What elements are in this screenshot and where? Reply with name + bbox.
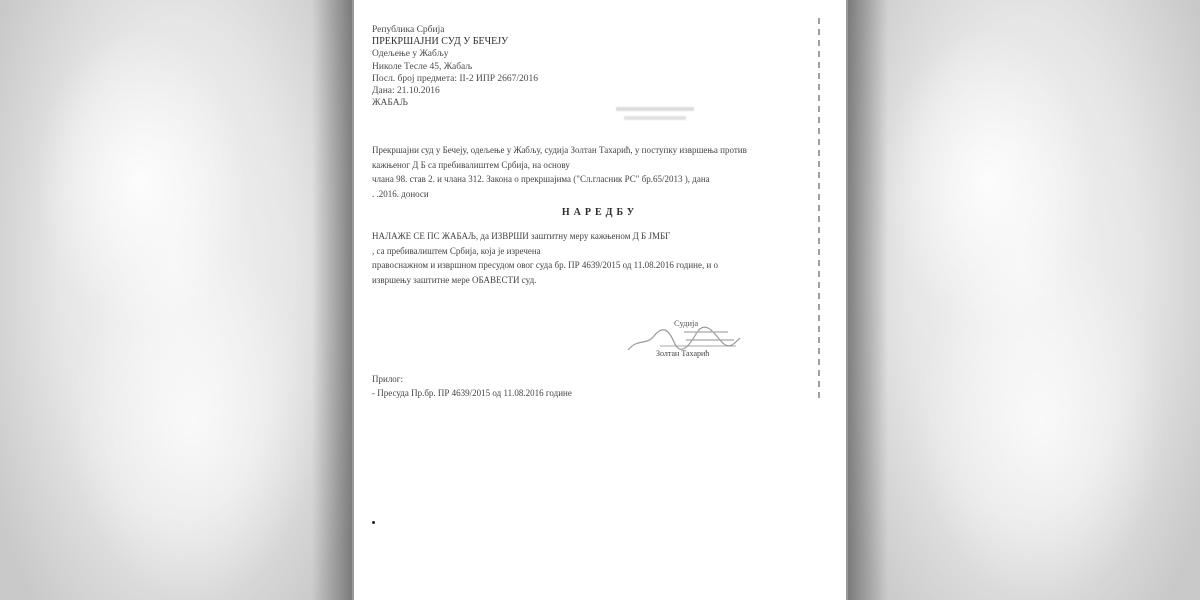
order-line: НАЛАЖЕ СЕ ПС ЖАБАЉ, да ИЗВРШИ заштитну меру кажњеном Д Б ЈМБГ: [372, 231, 671, 241]
order-line: , са пребивалиштем Србија, која је изречена: [372, 245, 541, 256]
intro-paragraph: [372, 143, 792, 201]
order-line: правоснажном и извршном пресудом овог суда бр. ПР 4639/2015 од 11.08.2016 године, и о: [372, 260, 719, 271]
header-line-case-number: Посл. број предмета: II-2 ИПР 2667/2016: [372, 73, 539, 84]
header-line-department: Одељење у Жабљу: [372, 49, 449, 60]
court-header: [372, 24, 538, 109]
scanned-document-page: [352, 0, 848, 600]
attachment-item: - Пресуда Пр.бр. ПР 4639/2015 од 11.08.2016 године: [372, 388, 572, 398]
intro-line: Прекршајни суд у Бечеју, одељење у Жабљу, судија Золтан Тахарић, у поступку извршења против: [372, 145, 747, 155]
blurred-backdrop-left: [0, 0, 352, 600]
blurred-backdrop-right: [848, 0, 1200, 600]
header-line-city: ЖАБАЉ: [372, 98, 408, 109]
judge-title: Судија: [674, 318, 699, 328]
faded-stamp: [614, 103, 696, 128]
scan-speck: [372, 521, 375, 524]
header-line-address: Николе Тесле 45, Жабаљ: [372, 61, 473, 72]
intro-line: . .2016. доноси: [372, 188, 429, 199]
header-line-date: Дана: 21.10.2016: [372, 86, 440, 97]
judge-name: Золтан Тахарић: [656, 349, 710, 358]
signature-block: [624, 318, 744, 364]
attachment-heading: Прилог:: [372, 374, 403, 384]
order-paragraph: [372, 229, 802, 287]
intro-line: члана 98. став 2. и члана 312. Закона о прекршајима ("Сл.гласник РС" бр.65/2013 ), дана: [372, 174, 710, 185]
intro-line: кажњеног Д Б са пребивалиштем Србија, на основу: [372, 159, 570, 170]
header-line-country: Република Србија: [372, 25, 445, 35]
header-line-court: ПРЕКРШАЈНИ СУД У БЕЧЕЈУ: [372, 36, 509, 48]
faded-stamp-mark: [614, 103, 696, 125]
document-title: НАРЕДБУ: [561, 207, 639, 218]
order-line: извршењу заштитне мере ОБАВЕСТИ суд.: [372, 274, 537, 285]
attachment-block: [372, 372, 572, 400]
